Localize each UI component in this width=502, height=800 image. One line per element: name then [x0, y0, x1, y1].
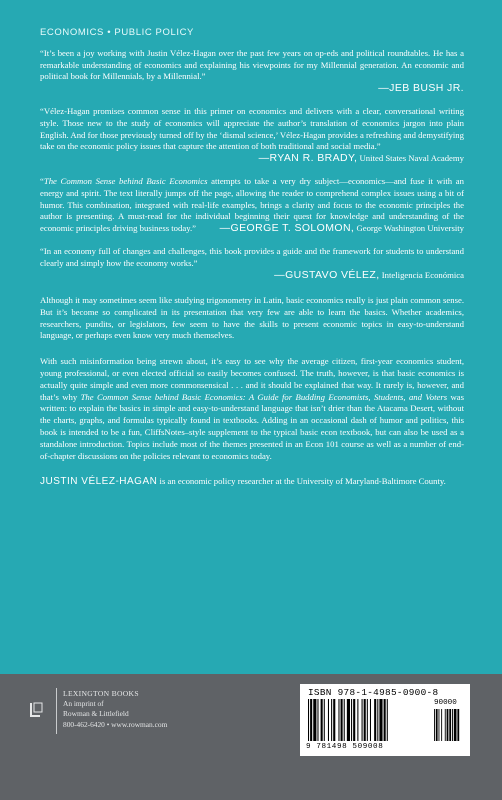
footer-band	[0, 674, 502, 800]
author-bio	[40, 476, 464, 488]
category-label: ECONOMICS • PUBLIC POLICY	[40, 27, 194, 38]
blurb-3-book-title: The Common Sense behind Basic Economics	[43, 176, 208, 187]
blurb-3-attribution	[220, 223, 464, 235]
description-p2-end: was written: to explain the basics in simple and easy-to-understand language that isn’t drier than the Atacama Desert, without the charts, graphs, and formulas typically found in textbooks. Adding in an occasional dash of humor and politics, this book is intended to be a fun, CliffsNotes–style supplement to the typical basic econ textbook, but can also be used as a standalone introduction. Topics include most of the themes presented in an Econ 101 course as well as a number of end-of-chapter discussions on the policies relevant to economics today.	[40, 391, 465, 461]
publisher-info	[63, 689, 167, 730]
blurb-2-name: —RYAN R. BRADY,	[258, 151, 358, 164]
blurb-1	[40, 48, 464, 83]
blurb-4	[40, 246, 464, 269]
author-name: JUSTIN VÉLEZ-HAGAN	[40, 476, 158, 488]
barcode-box	[300, 684, 470, 756]
publisher-line-2: Rowman & Littlefield	[63, 709, 129, 719]
description-p2-start: With such misinformation being strewn about, it’s easy to see why the average citizen, first-year economics student, young professional, or even elected official so easily becomes confused. The truth, however, is that basic economics is actually quite simple and even more commonsensical . . . and it should be explained that way. It rarely is, however, and that’s why	[40, 356, 464, 402]
blurb-4-text: “In an economy full of changes and challenges, this book provides a guide and the framework for students to understand clearly and simply how the economy works.”	[40, 246, 464, 268]
barcode-digits: 9 781498 509008	[306, 743, 384, 751]
blurb-3-name: —GEORGE T. SOLOMON,	[219, 221, 355, 234]
publisher-divider	[56, 688, 57, 734]
blurb-3-text: attempts to take a very dry subject—economics—and fuse it with an energy and spirit. The text literally jumps off the page, allowing the reader to comprehend complex issues using a bit of humor. This combination, integrated with real-life examples, brings a clarity and focus to the economic principles the author is presenting. A must-read for the individual beginning their quest for knowledge and understanding of the economic principles driving business today.”	[40, 176, 464, 233]
cover-content	[40, 48, 464, 488]
blurb-4-attribution	[40, 270, 464, 282]
blurb-1-text: “It’s been a joy working with Justin Vélez-Hagan over the past few years on op-eds and political roundtables. He has a remarkable understanding of economics and explaining his viewpoints for my Millennial generation. An economic and political book for Millennials, by a Millennial.”	[40, 48, 464, 82]
blurb-1-attribution	[40, 83, 464, 95]
publisher-line-3: 800-462-6420 • www.rowman.com	[63, 719, 168, 729]
blurb-1-name: —JEB BUSH JR.	[378, 81, 464, 94]
publisher-line-1: An imprint of	[63, 699, 104, 709]
blurb-2-text: “Vélez-Hagan promises common sense in this primer on economics and delivers with a clear, conversational writing style. Those new to the study of economics will appreciate the author’s translation of economics jargon into plain English. And for those previously turned off by the ‘dismal science,’ Vélez-Hagan provides a refreshing and demystifying take on the economic policy issues that capture the attention of both traditional and social media.”	[40, 106, 464, 152]
blurb-2-attribution	[40, 153, 464, 165]
description-paragraph-1: Although it may sometimes seem like studying trigonometry in Latin, basic economics really is just plain common sense. But it’s become so complicated in its presentation that very few are able to learn the basics. Whether academics, researchers, pundits, or legislators, few seem to have the skills to present economic topics in easy-to-understand language, or perhaps even know very much themselves.	[40, 295, 464, 341]
blurb-2-affiliation: United States Naval Academy	[357, 152, 464, 163]
blurb-3: “The Common Sense behind Basic Economics attempts to take a very dry subject—economics—and fuse it with an energy and spirit. The text literally jumps off the page, allowing the reader to comprehend complex issues using a bit of humor. This combination, integrated with real-life examples, brings a clarity and focus to the economic principles the author is presenting. A must-read for the individual beginning their quest for knowledge and understanding of the economic principles driving business today.” —GEORGE T. SOLOMON, George Washington University	[40, 176, 464, 234]
description-book-title: The Common Sense behind Basic Economics: A Guide for Budding Economists, Students, and Voters	[80, 391, 448, 402]
isbn-label: ISBN 978-1-4985-0900-8	[308, 687, 439, 698]
publisher-name: LEXINGTON BOOKS	[63, 689, 139, 698]
publisher-logo-icon	[28, 701, 44, 719]
blurb-3-affiliation: George Washington University	[354, 222, 464, 233]
blurb-4-name: —GUSTAVO VÉLEZ,	[274, 268, 380, 281]
blurb-2	[40, 106, 464, 152]
description-paragraph-2	[40, 356, 464, 462]
author-bio-text: is an economic policy researcher at the University of Maryland-Baltimore County.	[157, 476, 446, 487]
barcode-addon-digits: 90000	[434, 699, 457, 707]
blurb-4-affiliation: Inteligencia Económica	[379, 269, 464, 280]
